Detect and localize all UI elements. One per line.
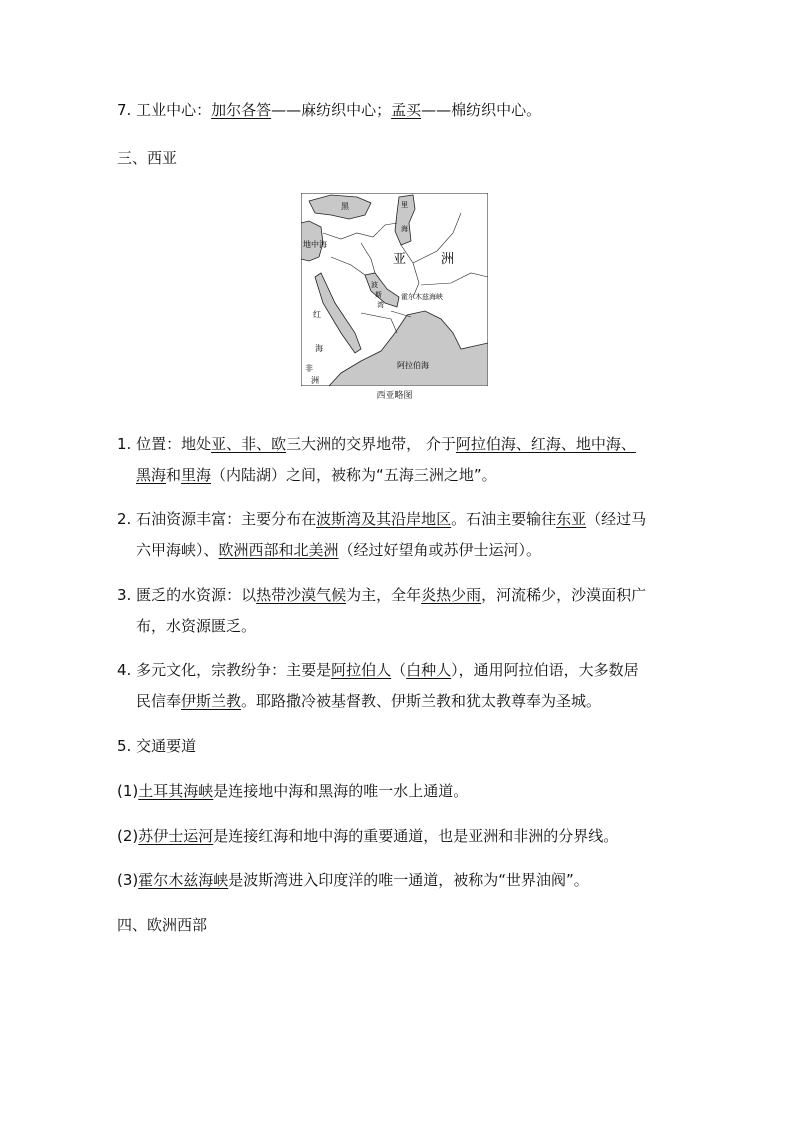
sub-item-3: (3)霍尔木兹海峡是波斯湾进入印度洋的唯一通道，被称为“世界油阀”。 xyxy=(117,871,589,889)
industry-centers-line: 7. 工业中心：加尔各答——麻纺织中心；孟买——棉纺织中心。 xyxy=(117,101,542,119)
paragraph-1-line-2: 黑海和里海（内陆湖）之间，被称为“五海三洲之地”。 xyxy=(136,466,497,484)
kolkata-term: 加尔各答 xyxy=(211,101,272,119)
mediterranean-label: 地中海 xyxy=(303,240,327,249)
section-heading-western-europe: 四、欧洲西部 xyxy=(117,916,208,934)
map-caption: 西亚略图 xyxy=(376,391,413,401)
africa-label-1: 非 xyxy=(305,364,313,373)
black-sea-label-1: 黑 xyxy=(341,202,349,211)
asia-label-1: 亚 xyxy=(393,252,407,267)
arabian-sea-label: 阿拉伯海 xyxy=(397,361,429,370)
hormuz-label: 霍尔木兹海峡 xyxy=(401,293,443,301)
paragraph-5-title: 5. 交通要道 xyxy=(117,737,197,755)
red-sea-label-1: 红 xyxy=(313,310,321,319)
paragraph-2-line-1: 2. 石油资源丰富：主要分布在波斯湾及其沿岸地区。石油主要输往东亚（经过马 xyxy=(117,510,647,528)
sub-item-2: (2)苏伊士运河是连接红海和地中海的重要通道，也是亚洲和非洲的分界线。 xyxy=(117,827,619,845)
asia-label-2: 洲 xyxy=(441,252,455,267)
caspian-label-2: 海 xyxy=(401,225,408,233)
mumbai-term: 孟买 xyxy=(391,101,422,119)
sub-item-1: (1)土耳其海峡是连接地中海和黑海的唯一水上通道。 xyxy=(117,782,469,800)
paragraph-2-line-2: 六甲海峡）、欧洲西部和北美洲（经过好望角或苏伊士运河）。 xyxy=(136,541,542,559)
paragraph-4-line-1: 4. 多元文化，宗教纷争：主要是阿拉伯人（白种人），通用阿拉伯语，大多数居 xyxy=(117,661,639,679)
africa-label-2: 洲 xyxy=(311,376,319,385)
west-asia-map-svg xyxy=(301,193,488,386)
paragraph-1-line-1: 1. 位置：地处亚、非、欧三大洲的交界地带， 介于阿拉伯海、红海、地中海、 xyxy=(117,435,636,453)
gulf-label-2: 斯 xyxy=(375,291,382,299)
west-asia-map xyxy=(301,193,488,386)
paragraph-4-line-2: 民信奉伊斯兰教。耶路撒冷被基督教、伊斯兰教和犹太教尊奉为圣城。 xyxy=(136,692,602,710)
caspian-label-1: 里 xyxy=(401,201,408,209)
gulf-label-1: 波 xyxy=(371,281,378,289)
gulf-label-3: 湾 xyxy=(377,301,384,309)
section-heading-west-asia: 三、西亚 xyxy=(117,149,178,167)
red-sea-label-2: 海 xyxy=(315,344,323,353)
paragraph-3-line-1: 3. 匮乏的水资源：以热带沙漠气候为主，全年炎热少雨，河流稀少，沙漠面积广 xyxy=(117,586,647,604)
paragraph-3-line-2: 布，水资源匮乏。 xyxy=(136,617,257,635)
